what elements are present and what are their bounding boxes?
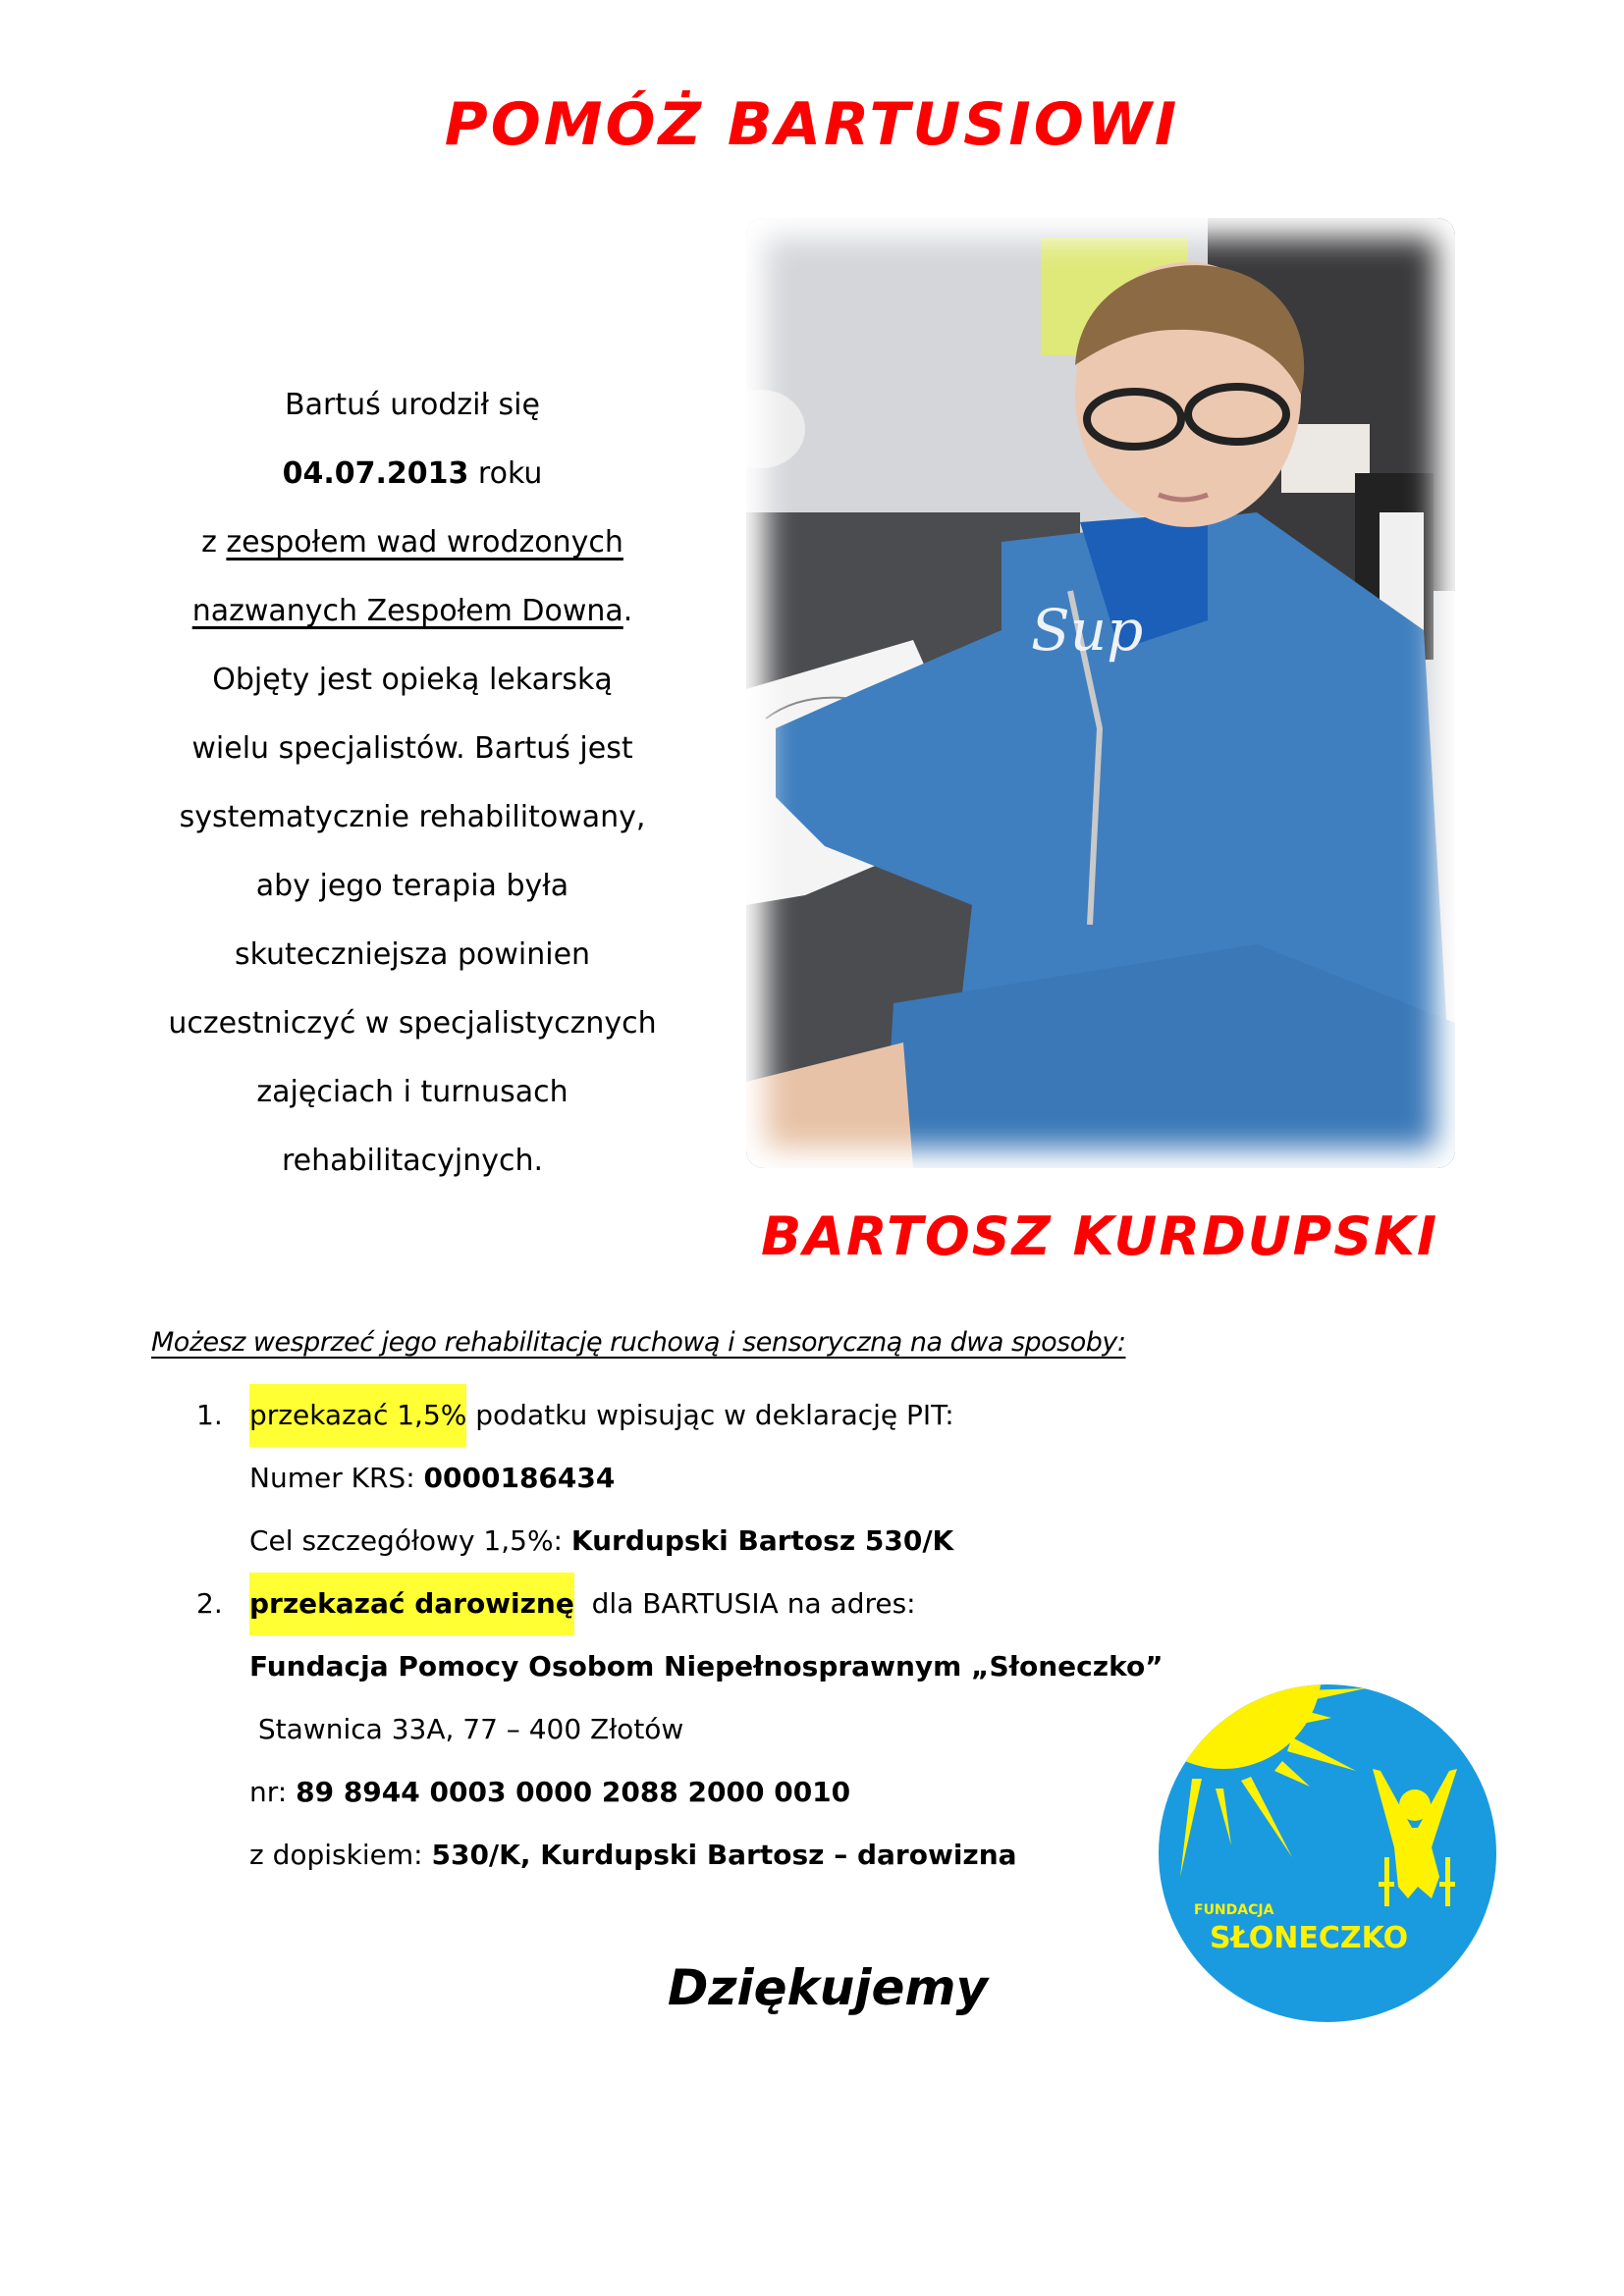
logo-line1: FUNDACJA [1194,1902,1274,1918]
bio-line: zajęciach i turnusach [256,1075,568,1109]
foundation-logo [1155,1681,1500,2026]
bio-underlined-text: zespołem wad wrodzonych [226,525,623,560]
detail-label: Cel szczegółowy 1,5%: [249,1524,571,1557]
transfer-title: 530/K, Kurdupski Bartosz – darowizna [431,1839,1017,1871]
child-name: BARTOSZ KURDUPSKI [760,1205,1439,1267]
address-row [196,1698,1178,1761]
krs-number: 0000186434 [423,1462,616,1494]
hoodie-print: Sup [1031,597,1144,664]
bank-account-number: 89 8944 0003 0000 2088 2000 0010 [296,1776,851,1808]
support-option-1 [196,1384,1178,1447]
detail-label: nr: [249,1776,297,1808]
bio-text: roku [468,456,543,491]
bio-line: systematycznie rehabilitowany, [179,800,646,834]
bio-line: aby jego terapia była [255,869,569,903]
support-option-2 [196,1573,1178,1635]
support-intro: Możesz wesprzeć jego rehabilitację ruchową i sensoryczną na dwa sposoby: [151,1327,1126,1358]
specific-goal: Kurdupski Bartosz 530/K [570,1524,954,1557]
foundation-name-row [196,1635,1178,1698]
highlighted-action: przekazać 1,5% [249,1384,466,1447]
bio-line: Bartuś urodził się [285,388,540,422]
bio-line: skuteczniejsza powinien [234,937,591,972]
bio-line: rehabilitacyjnych. [281,1144,544,1178]
sun-wheelchair-logo-icon [1155,1681,1500,2026]
page-title: POMÓŻ BARTUSIOWI [444,90,1180,159]
detail-label: z dopiskiem: [249,1839,432,1871]
foundation-address: Stawnica 33A, 77 – 400 Złotów [249,1713,684,1745]
bio-text: . [623,594,633,628]
transfer-title-row [196,1824,1178,1887]
support-options-list [196,1384,1178,1887]
birth-date: 04.07.2013 [282,456,469,491]
bio-line: uczestniczyć w specjalistycznych [168,1006,657,1041]
detail-label: Numer KRS: [249,1462,424,1494]
bio-paragraph [137,371,687,1196]
option-text: podatku wpisując w deklarację PIT: [466,1399,954,1431]
bio-line: wielu specjalistów. Bartuś jest [191,731,633,766]
child-photo [746,218,1455,1168]
option-number: 2. [196,1587,223,1620]
bio-text: z [201,525,227,560]
highlighted-action: przekazać darowiznę [249,1573,574,1635]
bio-underlined-text: nazwanych Zespołem Downa [191,594,623,628]
photo-illustration [746,218,1455,1168]
bio-line: Objęty jest opieką lekarską [212,663,613,697]
bio-line [137,508,687,577]
thanks-label: Dziękujemy [667,1959,989,2016]
option-text: dla BARTUSIA na adres: [573,1587,916,1620]
bio-line [137,440,687,508]
option-number: 1. [196,1399,223,1431]
specific-goal-row [196,1510,1178,1573]
bank-account-row [196,1761,1178,1824]
logo-line2: SŁONECZKO [1210,1921,1409,1955]
foundation-name: Fundacja Pomocy Osobom Niepełnosprawnym „Słoneczko” [249,1650,1164,1682]
krs-number-row [196,1447,1178,1510]
bio-line [137,577,687,646]
